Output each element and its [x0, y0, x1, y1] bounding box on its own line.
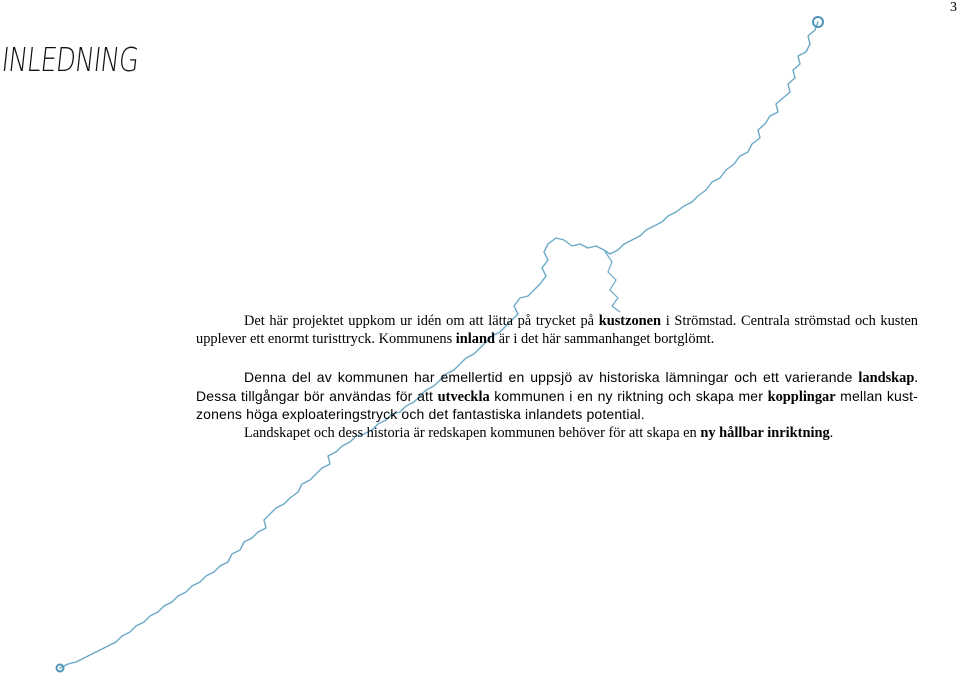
river-source-dot: [813, 17, 823, 27]
page-number: 3: [950, 0, 957, 15]
river-mouth-dot: [57, 665, 64, 672]
page-title: INLEDNING: [0, 40, 141, 79]
body-paragraph: Denna del av kommunen har emellertid en uppsjö av historiska lämningar och ett varierande landskap. Dessa tillgångar bör användas för att utveckla kommunen i en ny riktning och skapa mer kopplingar mellan kust-zonens höga exploateringstryck och det fantastiska inlandets potential. Landskapet och dess historia är redskapen kommunen behöver för att skapa en ny hållbar inriktning.: [196, 369, 918, 441]
intro-paragraph: Det här projektet uppkom ur idén om att lätta på trycket på kustzonen i Strömstad. Centrala strömstad och kusten upplever ett enormt turisttryck. Kommunens inland är i det här sammanhanget bortglömt.: [196, 313, 918, 347]
river-branch: [604, 250, 620, 312]
